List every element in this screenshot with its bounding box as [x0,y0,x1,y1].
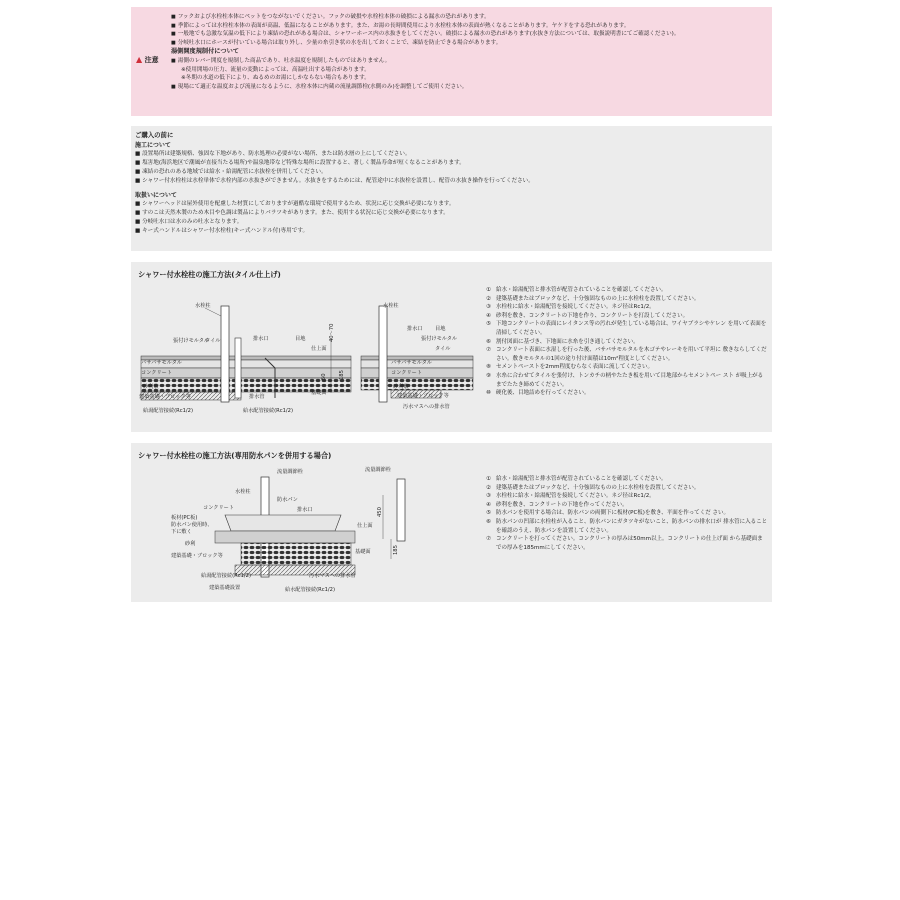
list-item: ■ 分岐吐水口は水のみの吐水となります。 [135,219,243,225]
square-bullet-icon: ■ [171,14,176,20]
step-item: ⑤ 下地コンクリートの表面にレイタンス等の汚れが発生している場合は、ワイヤブラシやケレン を用いて表面を清掃してください。 [486,321,767,336]
svg-text:排水管: 排水管 [249,394,265,400]
step-item: ④ 砂利を敷き、コンクリートの下地を作り、コンクリートを打設してください。 [486,312,689,319]
svg-text:防水パン使用時、: 防水パン使用時、 [171,522,213,528]
step-item: ① 給水・給湯配管と排水管が配管されていることを確認してください。 [486,287,667,293]
list-item: ■ 設置場所は建築規格、強固な下地があり、防水処理の必要がない場所、または防水層の上にしてください。 [135,151,411,157]
svg-text:50: 50 [321,373,327,380]
warning-item: ■ フックおよび水栓柱本体にペットをつながないでください。フックの破損や水栓柱本体の破損による漏水の恐れがあります。 [171,14,490,20]
list-item: ■ 凍結の恐れのある地域では給水・給湯配管に水抜栓を併用してください。 [135,169,327,175]
step-item: ⑨ 水糸に合わせてタイルを張付け、トンカチの柄やたたき板を用いて目地部からセメントペー スト が吸上がるまでたたき締めてください。 [486,372,764,388]
warning-item: ■ 現場にて適正な温度および流量になるように、水栓本体に内蔵の流量調節栓(水側のみ)を調整してご使用ください。 [171,83,468,90]
pan-method-box [131,443,772,602]
warning-label: ▲ 注意 [136,55,159,64]
svg-text:汚水マスへの排水管: 汚水マスへの排水管 [309,573,356,579]
list-item: ■ すのこは天然木製のため木目や色調は製品によりバラツキがあります。また、使用する状況に応じ交換が必要になります。 [135,210,449,216]
list-item: ■ シャワーヘッドは屋外使用を配慮した材質にしておりますが過酷な環境で使用するため、状況に応じ交換が必要になります。 [135,201,455,207]
svg-text:建築基礎設置: 建築基礎設置 [209,585,241,591]
square-bullet-icon: ■ [171,22,176,29]
svg-text:排水口: 排水口 [407,326,423,332]
square-bullet-icon: ■ [135,151,143,157]
square-bullet-icon: ■ [135,201,143,207]
svg-text:185: 185 [339,370,345,380]
warning-item: ■ 分岐吐水口にホースが付いている場合は取り外し、少量の糸引き状の水を出しておくことで、凍結を防止できる場合があります。 [171,39,502,46]
warning-note: ※使用開場の圧力、流量の変動によっては、高温吐出する場合があります。 [181,66,370,73]
warning-subheading: 湯側開度規制付について [171,48,239,56]
warning-item: ■ 湯側のレバー開度を規制した商品であり、吐水温度を規制したものではありません。 [171,57,391,64]
svg-text:排水口: 排水口 [253,336,269,342]
tile-section-diagram [135,298,480,424]
section-title: シャワー付水栓柱の施工方法(タイル仕上げ) [138,270,281,279]
list-item: ■ 塩害地(海浜地区で潮風が直接当たる場所)や温泉地帯など特殊な場所に設置すると、著しく製品寿命が短くなることがあります。 [135,160,465,166]
svg-text:バサバサモルタル: バサバサモルタル [391,360,432,366]
purchase-notes-box [131,126,772,251]
square-bullet-icon: ■ [135,160,143,166]
svg-text:目地: 目地 [295,336,306,342]
svg-text:張付けモルタル: 張付けモルタル [173,338,210,344]
svg-text:流量調節栓: 流量調節栓 [277,469,303,475]
svg-text:給湯配管接続(Rc1/2): 給湯配管接続(Rc1/2) [143,408,193,414]
svg-text:仕上面: 仕上面 [357,523,373,529]
svg-text:汚水マスへの排水管: 汚水マスへの排水管 [403,404,450,410]
svg-text:水栓柱: 水栓柱 [383,303,399,309]
square-bullet-icon: ■ [171,83,176,90]
svg-text:タイル: タイル [205,338,221,344]
step-item: ③ 水栓柱に給水・給湯配管を接続してください。ネジ径はRc1/2。 [486,493,655,500]
svg-text:450: 450 [377,507,383,517]
svg-text:水栓柱: 水栓柱 [195,303,211,309]
step-item: ⑦ コンクリート表面に水湿しを行った後、バサバサモルタルを木ゴテやレーキを用いて平坦に 敷きならしてください。敷きモルタルの1回の途り付け面積は10m²程度としてください。 [486,347,767,362]
tile-steps [486,286,768,398]
svg-text:砂利敷: 砂利敷 [393,384,409,390]
svg-text:目地: 目地 [435,326,446,332]
list-item: ■ キー式ハンドルはシャワー付水栓柱(キー式ハンドル付)専用です。 [135,228,309,234]
svg-text:建築基礎・ブロック等: 建築基礎・ブロック等 [171,553,223,559]
svg-text:張付けモルタル: 張付けモルタル [421,336,458,342]
square-bullet-icon: ■ [135,219,143,225]
section-title: シャワー付水栓柱の施工方法(専用防水パンを併用する場合) [138,451,332,460]
step-item: ⑧ セメントペーストを2mm程度むらなく表面に流してください。 [486,364,653,371]
svg-text:防水パン: 防水パン [277,497,298,503]
pan-steps [486,475,768,552]
square-bullet-icon: ■ [135,228,143,234]
step-item: ⑥ 割付図面に基づき、下地面に水糸を引き通してください。 [486,338,639,345]
svg-text:給水配管接続(Rc1/2): 給水配管接続(Rc1/2) [285,587,335,593]
construction-heading: 施工について [135,142,171,149]
svg-text:流量調節栓: 流量調節栓 [365,467,391,473]
step-item: ④ 砂利を敷き、コンクリートの下地を作ってください。 [486,501,628,508]
square-bullet-icon: ■ [135,178,143,184]
square-bullet-icon: ■ [171,39,176,46]
warning-item: ■ 一般地でも急激な気温の低下により凍結の恐れがある場合は、シャワーホース内の水抜きをしてください。破損による漏水の恐れがあります(水抜き方法については、取扱説明書にてご確認ください)。 [171,31,680,38]
step-item: ⑦ コンクリートを打ってください。コンクリートの厚みは50mm以上。コンクリートの仕上げ面 から基礎面までの厚みを185mmにしてください。 [486,536,763,551]
svg-text:仕上面: 仕上面 [311,346,327,352]
step-item: ② 建築基礎またはブロックなど、十分強固なものの上に水栓柱を設置してください。 [486,295,700,302]
svg-text:タイル: タイル [435,346,451,352]
svg-text:建築基礎・ブロック等: 建築基礎・ブロック等 [139,394,191,400]
svg-text:砂利: 砂利 [185,541,196,547]
svg-text:下に敷く: 下に敷く [171,529,192,535]
square-bullet-icon: ■ [135,210,143,216]
svg-text:建築基礎・ブロック等: 建築基礎・ブロック等 [397,393,449,399]
step-item: ① 給水・給湯配管と排水管が配管されていることを確認してください。 [486,476,667,482]
tile-method-box [131,262,772,432]
warning-list [171,13,768,91]
square-bullet-icon: ■ [171,31,176,38]
step-item: ⑤ 防水パンを使用する場合は、防水パンの両側下に板材(PC板)を敷き、平面を作ってくだ さい。 [486,510,729,517]
svg-text:給水配管接続(Rc1/2): 給水配管接続(Rc1/2) [243,408,293,414]
square-bullet-icon: ■ [171,57,176,64]
svg-text:コンクリート: コンクリート [391,370,423,376]
svg-text:コンクリート: コンクリート [141,370,173,376]
svg-text:185: 185 [393,545,399,555]
svg-text:水栓柱: 水栓柱 [235,489,251,495]
svg-text:給湯配管接続(Rc1/2): 給湯配管接続(Rc1/2) [201,573,251,579]
list-item: ■ シャワー付水栓柱は水栓単体で水栓内部の水抜きができません。水抜きをするためには、配管途中に水抜栓を設置し、配管の水抜き操作を行ってください。 [135,178,534,184]
svg-text:コンクリート: コンクリート [203,505,235,511]
svg-text:40〜70: 40〜70 [329,323,335,342]
square-bullet-icon: ■ [135,169,143,175]
step-item: ⑥ 防水パンの凹部に水栓柱が入ること、防水パンにガタツキがないこと、防水パンの排水口が 排水管に入ることを確認のうえ、防水パンを設置してください。 [486,518,768,534]
warning-note: ※冬期の水道の低下により、ぬるめのお湯にしかならない場合もあります。 [181,75,370,82]
warning-item: ■ 季節によっては水栓柱本体の表面が高温、低温になることがあります。また、お湯の長時間使用により水栓柱本体の表面が熱くなることがあります。ヤケドをする恐れがあります。 [171,22,630,29]
step-item: ② 建築基礎またはブロックなど、十分強固なものの上に水栓柱を設置してください。 [486,484,700,491]
svg-text:排水口: 排水口 [297,507,313,513]
svg-text:バサバサモルタル: バサバサモルタル [141,360,182,366]
svg-text:板材(PC板): 板材(PC板) [171,515,198,521]
step-item: ③ 水栓柱に給水・給湯配管を接続してください。ネジ径はRc1/2。 [486,304,655,311]
warning-box [131,7,772,116]
svg-text:基礎面: 基礎面 [311,390,327,396]
svg-text:基礎面: 基礎面 [355,549,371,555]
warning-triangle-icon: ▲ [136,55,143,64]
handling-heading: 取扱いについて [135,192,177,199]
svg-text:砂利敷: 砂利敷 [143,384,159,390]
pan-section-diagram [165,465,415,597]
step-item: ⑩ 硬化後、目地詰めを行ってください。 [486,390,590,397]
section-heading: ご購入の前に [135,131,174,139]
